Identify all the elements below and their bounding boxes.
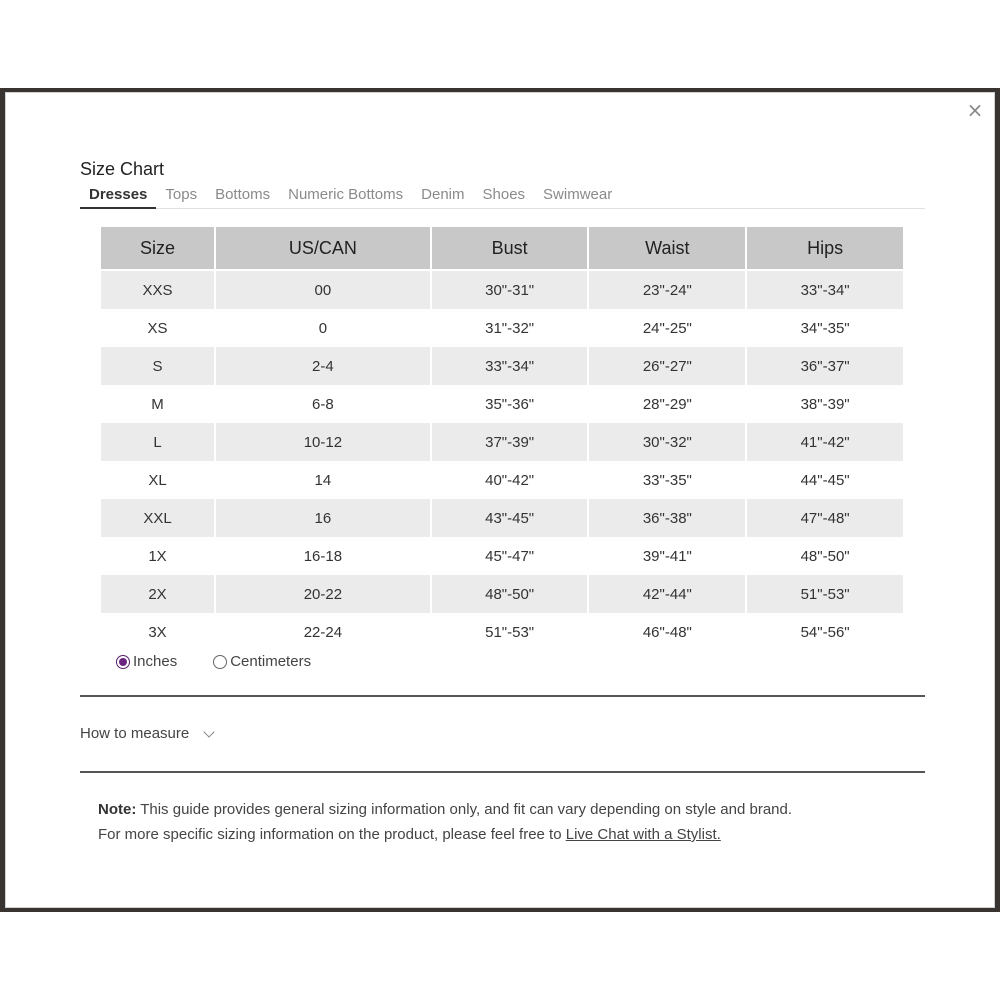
close-icon[interactable]: × (966, 98, 984, 122)
table-cell: 45"-47" (485, 547, 535, 565)
column-header-hips: Hips (747, 227, 903, 269)
table-cell: 24"-25" (642, 319, 692, 337)
tab-swimwear[interactable]: Swimwear (543, 186, 613, 203)
table-cell: 33"-34" (747, 269, 903, 309)
divider (80, 771, 925, 773)
centimeters-option[interactable] (213, 653, 311, 670)
table-row (101, 575, 903, 613)
unit-selector (116, 653, 347, 670)
size-chart-modal (5, 92, 995, 908)
table-cell: XS (147, 319, 168, 337)
table-cell: S (101, 347, 214, 385)
note-prefix: Note: (98, 801, 137, 818)
table-cell: 6-8 (312, 395, 334, 413)
table-cell: 1X (148, 547, 167, 565)
centimeters-label: Centimeters (230, 653, 312, 670)
table-cell: 10-12 (216, 423, 430, 461)
table-cell: 41"-42" (747, 423, 903, 461)
table-cell: 47"-48" (747, 499, 903, 537)
category-tabs (80, 186, 925, 209)
table-cell: XXS (101, 269, 214, 309)
modal-title: Size Chart (80, 159, 165, 179)
table-row (101, 385, 903, 423)
how-to-measure-toggle[interactable] (80, 725, 213, 742)
table-row (101, 309, 903, 347)
table-cell: 48"-50" (800, 547, 850, 565)
table-cell: 23"-24" (589, 269, 745, 309)
tab-tops[interactable]: Tops (165, 186, 198, 203)
table-cell: 20-22 (216, 575, 430, 613)
table-cell: 33"-35" (642, 471, 692, 489)
table-row (101, 347, 903, 385)
inches-label: Inches (133, 653, 178, 670)
table-cell: 54"-56" (800, 623, 850, 641)
table-cell: 0 (318, 319, 328, 337)
table-cell: 3X (148, 623, 167, 641)
table-cell: 40"-42" (485, 471, 535, 489)
table-cell: 26"-27" (589, 347, 745, 385)
inches-option[interactable] (116, 653, 177, 670)
table-cell: XL (148, 471, 167, 489)
column-header-us-can: US/CAN (216, 227, 430, 269)
table-cell: 30"-32" (589, 423, 745, 461)
tab-bottoms[interactable]: Bottoms (215, 186, 271, 203)
note-line-2 (98, 822, 918, 847)
note-line-1 (98, 797, 918, 822)
table-row (101, 461, 903, 499)
table-cell: 14 (314, 471, 332, 489)
table-cell: 43"-45" (432, 499, 588, 537)
inches-radio[interactable] (116, 655, 130, 669)
table-cell: 37"-39" (432, 423, 588, 461)
table-cell: 28"-29" (642, 395, 692, 413)
table-cell: 39"-41" (642, 547, 692, 565)
table-cell: 22-24 (303, 623, 343, 641)
table-row (101, 537, 903, 575)
how-to-measure-label: How to measure (80, 725, 190, 742)
table-cell: XXL (101, 499, 214, 537)
sizing-note (98, 797, 918, 847)
table-cell: 51"-53" (485, 623, 535, 641)
table-row (101, 269, 903, 309)
table-row (101, 613, 903, 651)
size-table (99, 227, 905, 651)
chevron-down-icon (204, 726, 215, 737)
tab-shoes[interactable]: Shoes (482, 186, 526, 203)
table-cell: 38"-39" (800, 395, 850, 413)
table-cell: 2X (101, 575, 214, 613)
table-cell: 16 (216, 499, 430, 537)
column-header-size: Size (101, 227, 214, 269)
tab-numeric-bottoms[interactable]: Numeric Bottoms (288, 186, 404, 203)
table-cell: 2-4 (216, 347, 430, 385)
table-cell: 51"-53" (747, 575, 903, 613)
note-text-2: For more specific sizing information on the product, please feel free to (98, 826, 566, 843)
table-cell: 36"-37" (747, 347, 903, 385)
table-cell: 34"-35" (800, 319, 850, 337)
table-header-row (101, 227, 903, 269)
table-cell: 42"-44" (589, 575, 745, 613)
table-cell: 31"-32" (485, 319, 535, 337)
note-text-1: This guide provides general sizing information only, and fit can vary depending on style and brand. (136, 801, 793, 818)
table-row (101, 499, 903, 537)
column-header-waist: Waist (589, 227, 745, 269)
table-cell: 46"-48" (642, 623, 692, 641)
divider (80, 695, 925, 697)
table-cell: L (101, 423, 214, 461)
table-cell: M (151, 395, 164, 413)
live-chat-link[interactable]: Live Chat with a Stylist. (565, 826, 721, 843)
table-cell: 33"-34" (432, 347, 588, 385)
centimeters-radio[interactable] (213, 655, 227, 669)
table-cell: 35"-36" (485, 395, 535, 413)
table-cell: 36"-38" (589, 499, 745, 537)
column-header-bust: Bust (432, 227, 588, 269)
tab-denim[interactable]: Denim (421, 186, 465, 203)
table-cell: 16-18 (303, 547, 343, 565)
tab-dresses[interactable]: Dresses (80, 186, 156, 209)
table-cell: 00 (216, 269, 430, 309)
table-cell: 30"-31" (432, 269, 588, 309)
table-row (101, 423, 903, 461)
table-cell: 44"-45" (800, 471, 850, 489)
table-cell: 48"-50" (432, 575, 588, 613)
